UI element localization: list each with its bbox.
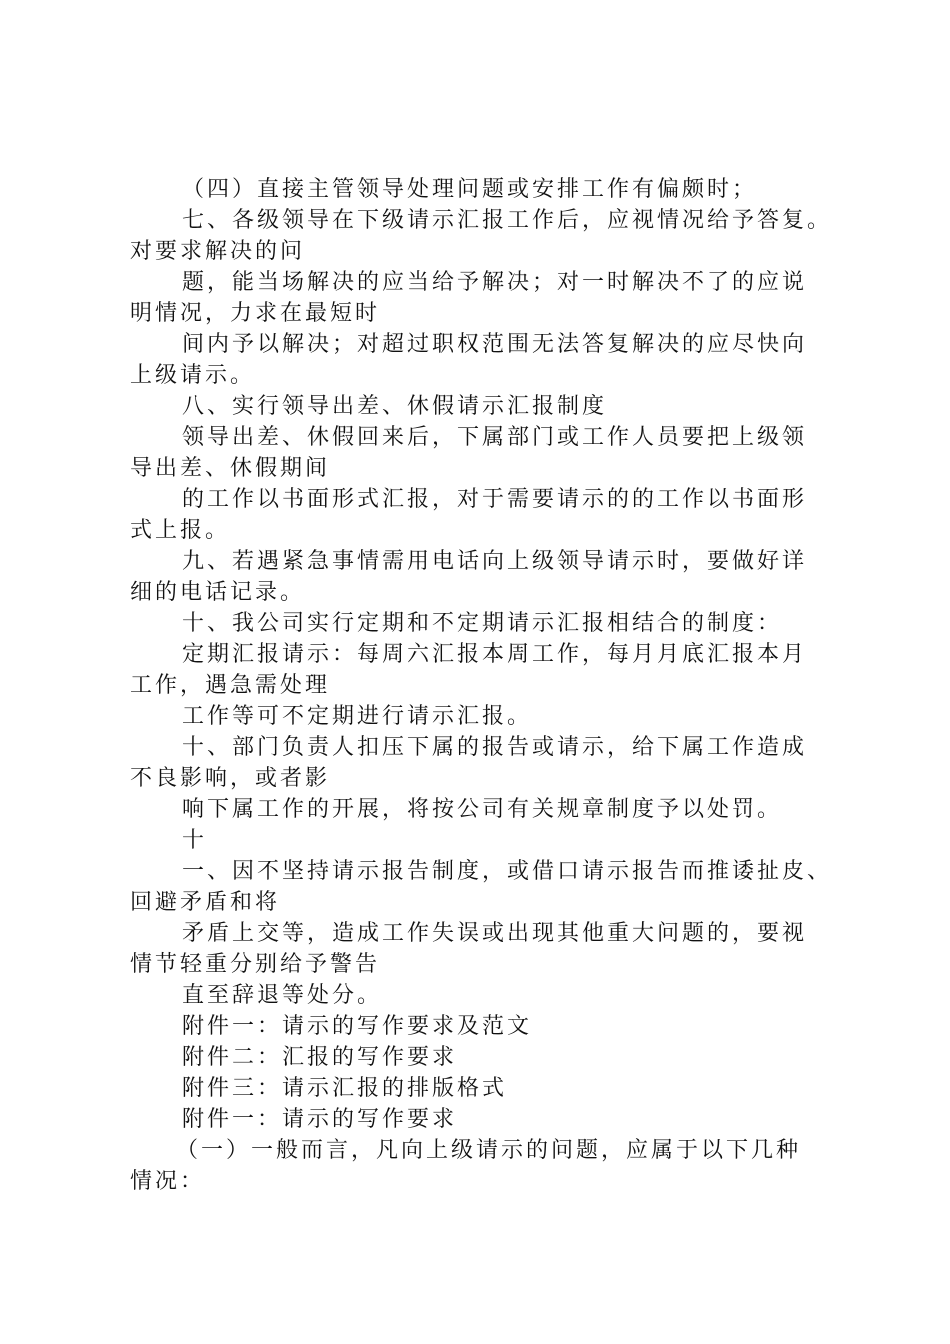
text-line: 的工作以书面形式汇报，对于需要请示的的工作以书面形: [182, 487, 808, 512]
text-line: 响下属工作的开展，将按公司有关规章制度予以处罚。: [182, 797, 783, 822]
text-line: 明情况，力求在最短时: [130, 301, 381, 326]
text-line: 附件二：汇报的写作要求: [182, 1045, 458, 1070]
text-line: 附件一：请示的写作要求: [182, 1107, 458, 1132]
text-line: 细的电话记录。: [130, 580, 306, 605]
text-line: 题，能当场解决的应当给予解决；对一时解决不了的应说: [182, 270, 808, 295]
document-body: [130, 174, 850, 1197]
text-line: 上级请示。: [130, 363, 256, 388]
text-line: 十、我公司实行定期和不定期请示汇报相结合的制度：: [182, 611, 783, 636]
text-line: 导出差、休假期间: [130, 456, 331, 481]
text-line: 情况：: [130, 1169, 206, 1194]
text-line: 八、实行领导出差、休假请示汇报制度: [182, 394, 608, 419]
text-line: 领导出差、休假回来后，下属部门或工作人员要把上级领: [182, 425, 808, 450]
text-line: （四）直接主管领导处理问题或安排工作有偏颇时；: [182, 177, 758, 202]
text-line: 七、各级领导在下级请示汇报工作后，应视情况给予答复。: [182, 208, 833, 233]
text-line: 间内予以解决；对超过职权范围无法答复解决的应尽快向: [182, 332, 808, 357]
text-line: 附件三：请示汇报的排版格式: [182, 1076, 508, 1101]
text-line: 工作，遇急需处理: [130, 673, 331, 698]
text-line: 矛盾上交等，造成工作失误或出现其他重大问题的，要视: [182, 921, 808, 946]
text-line: 九、若遇紧急事情需用电话向上级领导请示时，要做好详: [182, 549, 808, 574]
text-line: 定期汇报请示：每周六汇报本周工作，每月月底汇报本月: [182, 642, 808, 667]
text-line: 一、因不坚持请示报告制度，或借口请示报告而推诿扯皮、: [182, 859, 833, 884]
text-line: 对要求解决的问: [130, 239, 306, 264]
text-line: 回避矛盾和将: [130, 890, 281, 915]
text-line: 式上报。: [130, 518, 231, 543]
text-line: 不良影响，或者影: [130, 766, 331, 791]
text-line: 工作等可不定期进行请示汇报。: [182, 704, 533, 729]
text-line: 附件一：请示的写作要求及范文: [182, 1014, 533, 1039]
text-line: 情节轻重分别给予警告: [130, 952, 381, 977]
text-line: （一）一般而言，凡向上级请示的问题，应属于以下几种: [176, 1138, 802, 1163]
text-line: 十、部门负责人扣压下属的报告或请示，给下属工作造成: [182, 735, 808, 760]
text-line: 直至辞退等处分。: [182, 983, 383, 1008]
text-line: 十: [182, 828, 208, 853]
